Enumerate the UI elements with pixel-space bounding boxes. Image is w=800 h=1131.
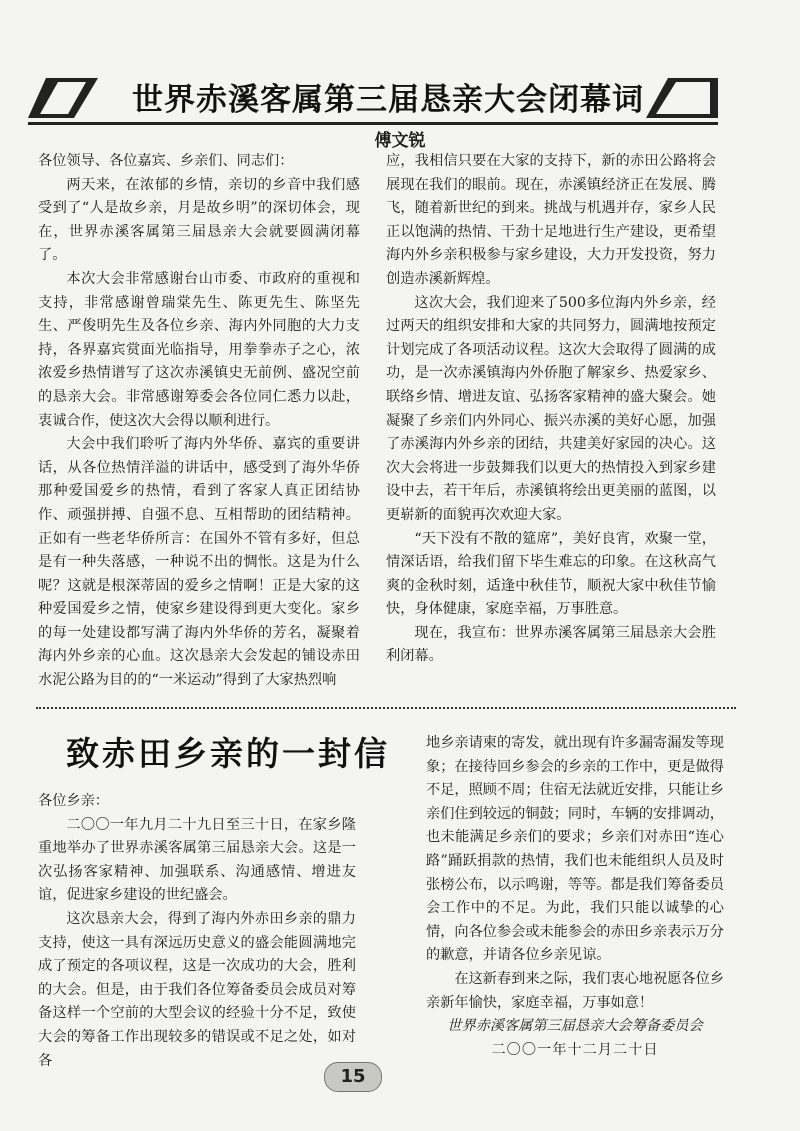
article-paragraph: 各位领导、各位嘉宾、乡亲们、同志们： [38, 153, 294, 169]
article-paragraph: 大会中我们聆听了海内外华侨、嘉宾的重要讲话，从各位热情洋溢的讲话中，感受到了海外华侨那种爱国爱乡的热情，看到了客家人真正团结协作、顽强拼搏、自强不息、互相帮助的团结精神。正如有一些老华侨所言：在国外不管有多好，但总是有一种失落感，一种说不出的惆怅。这是为什么呢？这就是根深蒂固的爱乡之情啊！正是大家的这种爱国爱乡之情，使家乡建设得到更大变化。家乡的每一处建设都写满了海内外华侨的芳名，凝聚着海内外乡亲的心血。这次恳亲大会发起的铺设赤田水泥公路为目的的“一米运动”得到了大家热烈响 [38, 436, 360, 689]
article-author: 傅文锐 [374, 131, 426, 151]
letter-column-left [38, 790, 356, 1073]
article-paragraph: 应，我相信只要在大家的支持下，新的赤田公路将会展现在我们的眼前。现在，赤溪镇经济正在发展、腾飞，随着新世纪的到来。挑战与机遇并存，家乡人民正以饱满的热情、干劲十足地进行生产建设，更希望海内外乡亲积极参与家乡建设，大力开发投资，努力创造赤溪新辉煌。 [386, 153, 716, 287]
article-paragraph: “天下没有不散的筵席”，美好良宵，欢聚一堂，情深话语，给我们留下毕生难忘的印象。在这秋高气爽的金秋时刻，适逢中秋佳节，顺祝大家中秋佳节愉快，身体健康，家庭幸福，万事胜意。 [386, 530, 716, 618]
letter-paragraph: 二〇〇一年九月二十九日至三十日，在家乡隆重地举办了世界赤溪客属第三届恳亲大会。这是一次弘扬客家精神、加强联系、沟通感情、增进友谊，促进家乡建设的世纪盛会。 [38, 816, 356, 904]
letter-paragraph: 这次恳亲大会，得到了海内外赤田乡亲的鼎力支持，使这一具有深远历史意义的盛会能圆满地完成了预定的各项议程，这是一次成功的大会，胜利的大会。但是，由于我们各位筹备委员会成员对筹备这样一个空前的大型会议的经验十分不足，致使大会的筹备工作出现较多的错误或不足之处，如对各 [38, 910, 356, 1069]
article-paragraph: 现在，我宣布：世界赤溪客属第三届恳亲大会胜利闭幕。 [386, 624, 716, 665]
letter-date: 二〇〇一年十二月二十日 [491, 1041, 659, 1058]
letter-signature: 世界赤溪客属第三届恳亲大会筹备委员会 [447, 1018, 703, 1035]
letter-paragraph: 地乡亲请柬的寄发，就出现有许多漏寄漏发等现象；在接待回乡参会的乡亲的工作中，更是做得不足，照顾不周；住宿无法就近安排，只能让乡亲们住到较远的铜鼓；同时，车辆的安排调动，也未能满足乡亲们的要求；乡亲们对赤田“连心路”踊跃捐款的热情，我们也未能组织人员及时张榜公布，以示鸣谢，等等。都是我们筹备委员会工作中的不足。为此，我们只能以诚挚的心情，向各位参会或未能参会的赤田乡亲表示万分的歉意，并请各位乡亲见谅。 [426, 735, 724, 964]
article-column-right [386, 150, 716, 669]
article-title: 世界赤溪客属第三届恳亲大会闭幕词 [132, 82, 644, 118]
article-column-left [38, 150, 360, 693]
letter-paragraph: 在这新春到来之际，我们衷心地祝愿各位乡亲新年愉快，家庭幸福，万事如意！ [426, 970, 724, 1011]
letter-paragraph: 各位乡亲： [38, 793, 109, 809]
article-paragraph: 两天来，在浓郁的乡情，亲切的乡音中我们感受到了“人是故乡亲，月是故乡明”的深切体会，现在，世界赤溪客属第三届恳亲大会就要圆满闭幕了。 [38, 176, 360, 264]
article-paragraph: 这次大会，我们迎来了500多位海内外乡亲，经过两天的组织安排和大家的共同努力，圆满地按预定计划完成了各项活动议程。这次大会取得了圆满的成功，是一次赤溪镇海内外侨胞了解家乡、热爱家乡、联络乡情、增进友谊、弘扬客家精神的盛大聚会。她凝聚了乡亲们内外同心、振兴赤溪的美好心愿，加强了赤溪海内外乡亲的团结，共建美好家园的决心。这次大会将进一步鼓舞我们以更大的热情投入到家乡建设中去，若干年后，赤溪镇将绘出更美丽的蓝图，以更崭新的面貌再次欢迎大家。 [386, 294, 716, 523]
title-banner [28, 70, 718, 126]
section-divider [36, 707, 736, 709]
letter-title: 致赤田乡亲的一封信 [66, 734, 390, 773]
article-paragraph: 本次大会非常感谢台山市委、市政府的重视和支持，非常感谢曾瑞棠先生、陈更先生、陈坚先生、严俊明先生及各位乡亲、海内外同胞的大力支持，各界嘉宾赏面光临指导，用拳拳赤子之心，浓浓爱乡热情谱写了这次赤溪镇史无前例、盛况空前的恳亲大会。非常感谢筹委会各位同仁悉力以赴，衷诚合作，使这次大会得以顺利进行。 [38, 270, 360, 429]
page-number: 15 [324, 1062, 382, 1092]
letter-column-right [426, 732, 724, 1062]
